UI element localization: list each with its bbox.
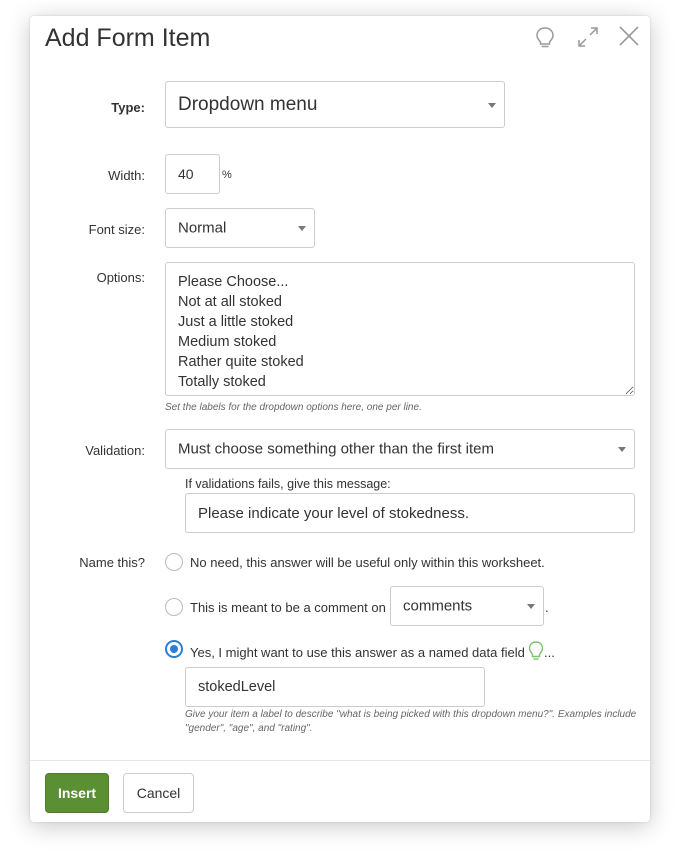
radio-comment[interactable] (165, 598, 183, 616)
comment-target-select[interactable] (390, 586, 544, 626)
add-form-item-dialog (30, 16, 650, 822)
insert-button[interactable]: Insert (45, 773, 109, 813)
width-label: Width: (108, 168, 145, 183)
radio-named-field-label[interactable]: Yes, I might want to use this answer as a named data field (190, 645, 525, 660)
chevron-down-icon (298, 226, 306, 231)
name-this-label: Name this? (79, 555, 145, 570)
chevron-down-icon (527, 604, 535, 609)
expand-icon[interactable] (576, 25, 600, 54)
named-field-suffix: ... (544, 645, 555, 660)
named-field-hint: Give your item a label to describe "what is being picked with this dropdown menu?". Examples include "gender", "age", and "rating". (185, 709, 637, 734)
radio-no-need-label[interactable]: No need, this answer will be useful only within this worksheet. (190, 555, 545, 570)
named-field-input[interactable] (185, 667, 485, 707)
named-field-hint-bulb-icon[interactable] (528, 640, 544, 667)
comment-target-select-value: comments (403, 597, 473, 615)
validation-select-value: Must choose something other than the first item (178, 440, 494, 458)
cancel-button[interactable]: Cancel (123, 773, 194, 813)
chevron-down-icon (488, 103, 496, 108)
options-textarea[interactable] (165, 262, 635, 396)
validation-message-value: Please indicate your level of stokedness. (198, 505, 469, 522)
font-size-select-value: Normal (178, 219, 227, 237)
width-unit: % (222, 169, 232, 181)
options-hint: Set the labels for the dropdown options here, one per line. (165, 402, 422, 413)
type-select-value: Dropdown menu (178, 93, 318, 115)
lightbulb-icon[interactable] (535, 26, 555, 55)
close-icon[interactable] (618, 25, 640, 52)
radio-named-field[interactable] (165, 640, 183, 658)
validation-label: Validation: (85, 443, 145, 458)
footer-divider (30, 760, 650, 761)
width-input-value: 40 (178, 166, 194, 182)
type-label: Type: (111, 100, 145, 115)
validation-message-input[interactable] (185, 493, 635, 533)
radio-comment-label[interactable]: This is meant to be a comment on (190, 600, 386, 615)
font-size-select[interactable] (165, 208, 315, 248)
validation-message-label: If validations fails, give this message: (185, 477, 391, 491)
font-size-label: Font size: (88, 222, 145, 237)
dialog-title: Add Form Item (45, 24, 211, 52)
chevron-down-icon (618, 447, 626, 452)
validation-select[interactable] (165, 429, 635, 469)
comment-suffix: . (545, 600, 549, 615)
options-label: Options: (96, 270, 145, 285)
type-select[interactable] (165, 81, 505, 128)
named-field-input-value: stokedLevel (198, 679, 276, 695)
radio-no-need[interactable] (165, 553, 183, 571)
width-input[interactable] (165, 154, 220, 194)
